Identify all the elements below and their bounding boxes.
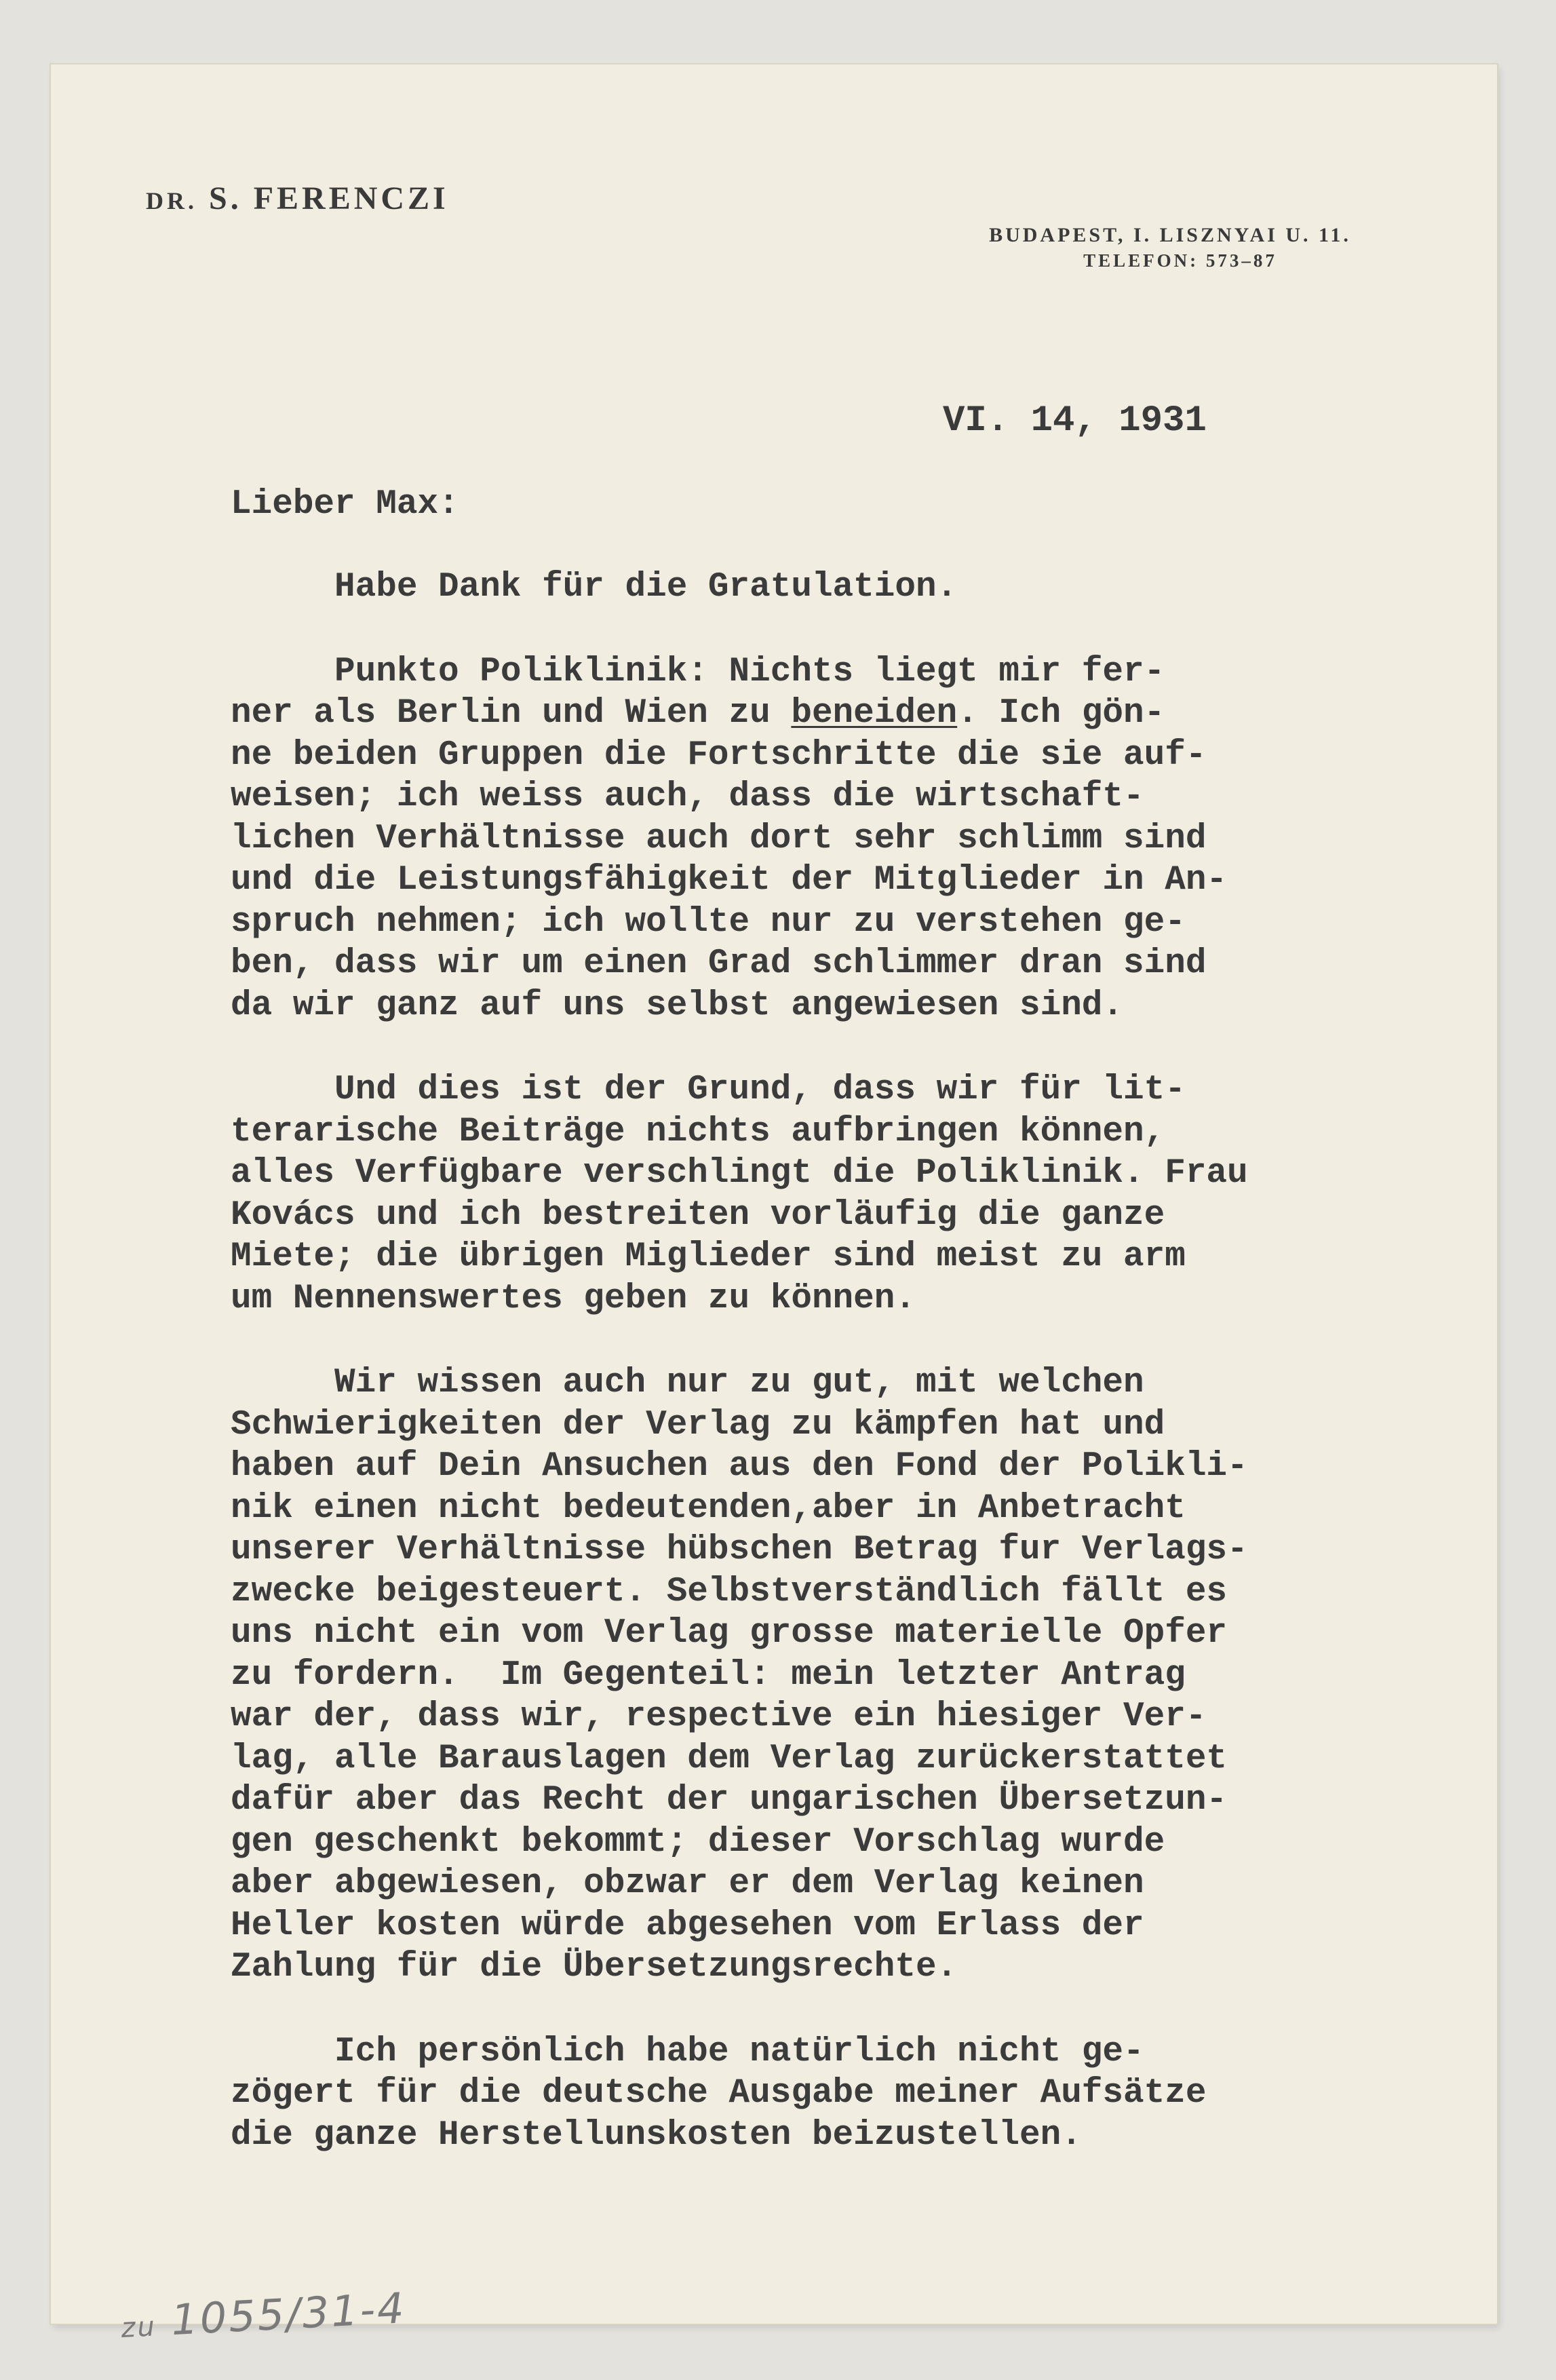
text-line: Ich persönlich habe natürlich nicht ge- xyxy=(231,2032,1144,2071)
text-line: war der, dass wir, respective ein hiesiger Ver- xyxy=(231,1697,1207,1736)
text-line: Kovács und ich bestreiten vorläufig die ganze xyxy=(231,1195,1165,1235)
text-line: Habe Dank für die Gratulation. xyxy=(231,568,958,607)
paragraph xyxy=(231,1362,1248,1989)
text-line: alles Verfügbare verschlingt die Poliklinik. Frau xyxy=(231,1154,1248,1193)
text-line: dafür aber das Recht der ungarischen Übersetzun- xyxy=(231,1781,1228,1820)
text-line: zwecke beigesteuert. Selbstverständlich fällt es xyxy=(231,1572,1228,1611)
underlined-word: beneiden xyxy=(791,694,958,733)
paragraph xyxy=(231,1069,1248,1320)
archive-note xyxy=(119,2283,407,2347)
text-line: lichen Verhältnisse auch dort sehr schlimm sind xyxy=(231,819,1207,858)
text-line: nik einen nicht bedeutenden,aber in Anbetracht xyxy=(231,1489,1186,1528)
letterhead-name xyxy=(146,180,449,217)
letter-date: VI. 14, 1931 xyxy=(943,400,1207,442)
text-line: Miete; die übrigen Miglieder sind meist zu arm xyxy=(231,1237,1186,1276)
archive-note-number: 1055/31-4 xyxy=(170,2283,408,2345)
text-line: Schwierigkeiten der Verlag zu kämpfen hat und xyxy=(231,1405,1165,1444)
text-line: Punkto Poliklinik: Nichts liegt mir fer- xyxy=(231,652,1165,691)
text-line: zögert für die deutsche Ausgabe meiner Aufsätze xyxy=(231,2074,1207,2113)
letter-body xyxy=(231,567,1248,2199)
paragraph xyxy=(231,2031,1248,2157)
text-line: da wir ganz auf uns selbst angewiesen sind. xyxy=(231,986,1124,1025)
text-line: uns nicht ein vom Verlag grosse materielle Opfer xyxy=(231,1614,1228,1653)
text-line: unserer Verhältnisse hübschen Betrag fur Verlags- xyxy=(231,1531,1248,1569)
text-line: Zahlung für die Übersetzungsrechte. xyxy=(231,1948,958,1986)
salutation: Lieber Max: xyxy=(231,485,459,524)
address-line: BUDAPEST, I. LISZNYAI U. 11. xyxy=(989,224,1351,246)
text-line: ner als Berlin und Wien zu beneiden. Ich gön- xyxy=(231,694,1165,733)
text-line: aber abgewiesen, obzwar er dem Verlag keinen xyxy=(231,1864,1144,1903)
paragraph xyxy=(231,567,1248,609)
text-line: Wir wissen auch nur zu gut, mit welchen xyxy=(231,1364,1144,1402)
text-line: gen geschenkt bekommt; dieser Vorschlag wurde xyxy=(231,1822,1165,1862)
archive-note-prefix: zu xyxy=(120,2311,158,2345)
text-line: haben auf Dein Ansuchen aus den Fond der Polikli- xyxy=(231,1447,1248,1486)
paragraph xyxy=(231,651,1248,1027)
text-line: Und dies ist der Grund, dass wir für lit- xyxy=(231,1071,1186,1109)
text-line: die ganze Herstellunskosten beizustellen. xyxy=(231,2115,1082,2155)
text-line: um Nennenswertes geben zu können. xyxy=(231,1279,916,1318)
letterhead-address xyxy=(878,222,1462,274)
text-line: Heller kosten würde abgesehen vom Erlass der xyxy=(231,1906,1144,1945)
letterhead-name-prefix: DR. xyxy=(146,187,197,214)
text-line: terarische Beiträge nichts aufbringen können, xyxy=(231,1112,1165,1151)
text-line: ben, dass wir um einen Grad schlimmer dran sind xyxy=(231,944,1207,983)
text-line: zu fordern. Im Gegenteil: mein letzter Antrag xyxy=(231,1655,1186,1695)
text-line: ne beiden Gruppen die Fortschritte die sie auf- xyxy=(231,735,1207,775)
text-line: lag, alle Barauslagen dem Verlag zurückerstattet xyxy=(231,1739,1228,1778)
text-line: weisen; ich weiss auch, dass die wirtschaft- xyxy=(231,778,1144,816)
phone-line: TELEFON: 573–87 xyxy=(1083,250,1277,271)
text-line: spruch nehmen; ich wollte nur zu verstehen ge- xyxy=(231,902,1186,942)
text-line: und die Leistungsfähigkeit der Mitglieder in An- xyxy=(231,861,1228,900)
letter-page xyxy=(51,64,1497,2345)
letterhead-name-main: S. FERENCZI xyxy=(209,180,449,216)
